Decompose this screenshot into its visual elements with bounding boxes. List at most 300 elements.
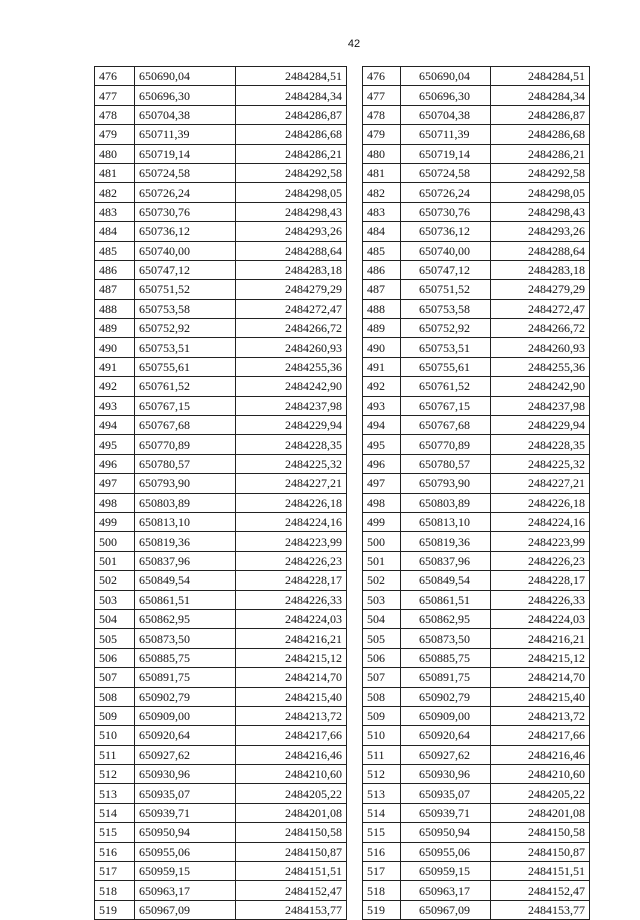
x-coordinate-cell: 650861,51 xyxy=(135,590,236,609)
point-number-cell: 501 xyxy=(95,551,135,570)
x-coordinate-cell: 650752,92 xyxy=(401,319,491,338)
x-coordinate-cell: 650753,58 xyxy=(135,299,236,318)
table-row xyxy=(363,590,590,609)
table-row xyxy=(95,454,347,473)
point-number-cell: 501 xyxy=(363,551,401,570)
y-coordinate-cell: 2484226,23 xyxy=(491,551,590,570)
table-row xyxy=(363,706,590,725)
x-coordinate-cell: 650690,04 xyxy=(401,67,491,86)
y-coordinate-cell: 2484298,05 xyxy=(236,183,347,202)
table-row xyxy=(363,202,590,221)
y-coordinate-cell: 2484224,03 xyxy=(491,609,590,628)
x-coordinate-cell: 650849,54 xyxy=(401,571,491,590)
x-coordinate-cell: 650837,96 xyxy=(401,551,491,570)
point-number-cell: 514 xyxy=(363,803,401,822)
point-number-cell: 483 xyxy=(363,202,401,221)
table-row xyxy=(363,668,590,687)
y-coordinate-cell: 2484215,40 xyxy=(236,687,347,706)
x-coordinate-cell: 650751,52 xyxy=(135,280,236,299)
x-coordinate-cell: 650770,89 xyxy=(135,435,236,454)
x-coordinate-cell: 650967,09 xyxy=(401,900,491,919)
y-coordinate-cell: 2484237,98 xyxy=(236,396,347,415)
table-row xyxy=(95,803,347,822)
point-number-cell: 516 xyxy=(363,842,401,861)
table-row xyxy=(363,319,590,338)
x-coordinate-cell: 650730,76 xyxy=(135,202,236,221)
y-coordinate-cell: 2484152,47 xyxy=(236,881,347,900)
y-coordinate-cell: 2484228,17 xyxy=(491,571,590,590)
table-row xyxy=(363,648,590,667)
y-coordinate-cell: 2484216,46 xyxy=(491,745,590,764)
y-coordinate-cell: 2484224,16 xyxy=(236,512,347,531)
y-coordinate-cell: 2484284,34 xyxy=(236,86,347,105)
table-row xyxy=(363,280,590,299)
y-coordinate-cell: 2484225,32 xyxy=(491,454,590,473)
y-coordinate-cell: 2484217,66 xyxy=(236,726,347,745)
point-number-cell: 481 xyxy=(363,163,401,182)
x-coordinate-cell: 650770,89 xyxy=(401,435,491,454)
x-coordinate-cell: 650813,10 xyxy=(135,512,236,531)
x-coordinate-cell: 650761,52 xyxy=(135,377,236,396)
y-coordinate-cell: 2484283,18 xyxy=(491,260,590,279)
y-coordinate-cell: 2484150,58 xyxy=(236,823,347,842)
y-coordinate-cell: 2484255,36 xyxy=(491,357,590,376)
y-coordinate-cell: 2484214,70 xyxy=(491,668,590,687)
point-number-cell: 508 xyxy=(95,687,135,706)
point-number-cell: 486 xyxy=(95,260,135,279)
table-row xyxy=(363,900,590,919)
y-coordinate-cell: 2484205,22 xyxy=(236,784,347,803)
y-coordinate-cell: 2484298,05 xyxy=(491,183,590,202)
table-row xyxy=(363,512,590,531)
point-number-cell: 487 xyxy=(95,280,135,299)
y-coordinate-cell: 2484293,26 xyxy=(236,222,347,241)
point-number-cell: 503 xyxy=(363,590,401,609)
x-coordinate-cell: 650920,64 xyxy=(135,726,236,745)
page-number: 42 xyxy=(347,38,361,50)
y-coordinate-cell: 2484279,29 xyxy=(491,280,590,299)
x-coordinate-cell: 650955,06 xyxy=(401,842,491,861)
point-number-cell: 498 xyxy=(363,493,401,512)
y-coordinate-cell: 2484226,33 xyxy=(491,590,590,609)
point-number-cell: 481 xyxy=(95,163,135,182)
point-number-cell: 482 xyxy=(95,183,135,202)
y-coordinate-cell: 2484153,77 xyxy=(236,900,347,919)
table-row xyxy=(95,881,347,900)
x-coordinate-cell: 650711,39 xyxy=(135,125,236,144)
table-row xyxy=(363,474,590,493)
x-coordinate-cell: 650885,75 xyxy=(135,648,236,667)
table-row xyxy=(363,551,590,570)
point-number-cell: 515 xyxy=(363,823,401,842)
table-row xyxy=(95,474,347,493)
point-number-cell: 496 xyxy=(95,454,135,473)
table-row xyxy=(95,668,347,687)
table-row xyxy=(363,765,590,784)
y-coordinate-cell: 2484215,12 xyxy=(491,648,590,667)
table-row xyxy=(363,357,590,376)
point-number-cell: 494 xyxy=(363,416,401,435)
table-row xyxy=(95,726,347,745)
point-number-cell: 504 xyxy=(363,609,401,628)
x-coordinate-cell: 650753,51 xyxy=(401,338,491,357)
x-coordinate-cell: 650730,76 xyxy=(401,202,491,221)
table-row xyxy=(95,280,347,299)
table-row xyxy=(95,86,347,105)
point-number-cell: 479 xyxy=(95,125,135,144)
x-coordinate-cell: 650873,50 xyxy=(401,629,491,648)
coordinates-table-right xyxy=(362,66,590,920)
x-coordinate-cell: 650740,00 xyxy=(135,241,236,260)
x-coordinate-cell: 650963,17 xyxy=(135,881,236,900)
x-coordinate-cell: 650751,52 xyxy=(401,280,491,299)
table-row xyxy=(363,803,590,822)
table-row xyxy=(95,144,347,163)
point-number-cell: 509 xyxy=(95,706,135,725)
point-number-cell: 485 xyxy=(363,241,401,260)
table-row xyxy=(95,609,347,628)
table-row xyxy=(95,319,347,338)
table-row xyxy=(363,338,590,357)
point-number-cell: 516 xyxy=(95,842,135,861)
y-coordinate-cell: 2484288,64 xyxy=(491,241,590,260)
y-coordinate-cell: 2484260,93 xyxy=(491,338,590,357)
point-number-cell: 519 xyxy=(363,900,401,919)
table-row xyxy=(95,183,347,202)
x-coordinate-cell: 650793,90 xyxy=(135,474,236,493)
point-number-cell: 497 xyxy=(95,474,135,493)
point-number-cell: 507 xyxy=(95,668,135,687)
point-number-cell: 477 xyxy=(363,86,401,105)
table-row xyxy=(363,609,590,628)
y-coordinate-cell: 2484286,21 xyxy=(236,144,347,163)
y-coordinate-cell: 2484201,08 xyxy=(491,803,590,822)
x-coordinate-cell: 650902,79 xyxy=(135,687,236,706)
table-row xyxy=(363,435,590,454)
y-coordinate-cell: 2484210,60 xyxy=(236,765,347,784)
point-number-cell: 511 xyxy=(95,745,135,764)
table-row xyxy=(95,706,347,725)
table-row xyxy=(363,183,590,202)
point-number-cell: 509 xyxy=(363,706,401,725)
x-coordinate-cell: 650927,62 xyxy=(401,745,491,764)
x-coordinate-cell: 650755,61 xyxy=(135,357,236,376)
x-coordinate-cell: 650719,14 xyxy=(401,144,491,163)
x-coordinate-cell: 650752,92 xyxy=(135,319,236,338)
y-coordinate-cell: 2484228,35 xyxy=(236,435,347,454)
table-row xyxy=(363,842,590,861)
point-number-cell: 506 xyxy=(363,648,401,667)
point-number-cell: 480 xyxy=(95,144,135,163)
point-number-cell: 495 xyxy=(363,435,401,454)
y-coordinate-cell: 2484255,36 xyxy=(236,357,347,376)
x-coordinate-cell: 650736,12 xyxy=(135,222,236,241)
table-row xyxy=(95,357,347,376)
table-row xyxy=(363,144,590,163)
x-coordinate-cell: 650819,36 xyxy=(135,532,236,551)
x-coordinate-cell: 650747,12 xyxy=(401,260,491,279)
table-row xyxy=(363,493,590,512)
y-coordinate-cell: 2484205,22 xyxy=(491,784,590,803)
table-row xyxy=(95,590,347,609)
point-number-cell: 502 xyxy=(363,571,401,590)
x-coordinate-cell: 650930,96 xyxy=(135,765,236,784)
x-coordinate-cell: 650873,50 xyxy=(135,629,236,648)
point-number-cell: 517 xyxy=(363,862,401,881)
x-coordinate-cell: 650920,64 xyxy=(401,726,491,745)
point-number-cell: 496 xyxy=(363,454,401,473)
y-coordinate-cell: 2484292,58 xyxy=(236,163,347,182)
point-number-cell: 492 xyxy=(95,377,135,396)
point-number-cell: 492 xyxy=(363,377,401,396)
y-coordinate-cell: 2484216,21 xyxy=(236,629,347,648)
coordinates-table-left xyxy=(94,66,347,920)
y-coordinate-cell: 2484226,33 xyxy=(236,590,347,609)
x-coordinate-cell: 650767,68 xyxy=(135,416,236,435)
point-number-cell: 477 xyxy=(95,86,135,105)
x-coordinate-cell: 650803,89 xyxy=(401,493,491,512)
point-number-cell: 505 xyxy=(95,629,135,648)
y-coordinate-cell: 2484210,60 xyxy=(491,765,590,784)
x-coordinate-cell: 650704,38 xyxy=(135,105,236,124)
point-number-cell: 479 xyxy=(363,125,401,144)
y-coordinate-cell: 2484229,94 xyxy=(236,416,347,435)
y-coordinate-cell: 2484215,40 xyxy=(491,687,590,706)
x-coordinate-cell: 650761,52 xyxy=(401,377,491,396)
x-coordinate-cell: 650862,95 xyxy=(401,609,491,628)
point-number-cell: 500 xyxy=(363,532,401,551)
table-row xyxy=(95,532,347,551)
y-coordinate-cell: 2484153,77 xyxy=(491,900,590,919)
point-number-cell: 491 xyxy=(95,357,135,376)
x-coordinate-cell: 650724,58 xyxy=(401,163,491,182)
x-coordinate-cell: 650927,62 xyxy=(135,745,236,764)
x-coordinate-cell: 650902,79 xyxy=(401,687,491,706)
table-row xyxy=(95,862,347,881)
table-row xyxy=(95,784,347,803)
table-row xyxy=(363,532,590,551)
y-coordinate-cell: 2484151,51 xyxy=(491,862,590,881)
y-coordinate-cell: 2484224,03 xyxy=(236,609,347,628)
x-coordinate-cell: 650930,96 xyxy=(401,765,491,784)
point-number-cell: 480 xyxy=(363,144,401,163)
table-row xyxy=(363,784,590,803)
table-row xyxy=(95,396,347,415)
y-coordinate-cell: 2484229,94 xyxy=(491,416,590,435)
y-coordinate-cell: 2484286,87 xyxy=(491,105,590,124)
point-number-cell: 518 xyxy=(363,881,401,900)
point-number-cell: 510 xyxy=(363,726,401,745)
point-number-cell: 513 xyxy=(363,784,401,803)
table-row xyxy=(95,241,347,260)
y-coordinate-cell: 2484223,99 xyxy=(236,532,347,551)
y-coordinate-cell: 2484150,87 xyxy=(491,842,590,861)
x-coordinate-cell: 650755,61 xyxy=(401,357,491,376)
table-row xyxy=(95,222,347,241)
table-row xyxy=(95,765,347,784)
x-coordinate-cell: 650862,95 xyxy=(135,609,236,628)
table-row xyxy=(363,299,590,318)
x-coordinate-cell: 650690,04 xyxy=(135,67,236,86)
y-coordinate-cell: 2484283,18 xyxy=(236,260,347,279)
point-number-cell: 505 xyxy=(363,629,401,648)
table-row xyxy=(95,338,347,357)
y-coordinate-cell: 2484213,72 xyxy=(236,706,347,725)
point-number-cell: 512 xyxy=(95,765,135,784)
x-coordinate-cell: 650753,58 xyxy=(401,299,491,318)
x-coordinate-cell: 650736,12 xyxy=(401,222,491,241)
table-row xyxy=(363,726,590,745)
table-row xyxy=(95,493,347,512)
table-row xyxy=(363,377,590,396)
x-coordinate-cell: 650726,24 xyxy=(135,183,236,202)
y-coordinate-cell: 2484279,29 xyxy=(236,280,347,299)
point-number-cell: 515 xyxy=(95,823,135,842)
y-coordinate-cell: 2484215,12 xyxy=(236,648,347,667)
y-coordinate-cell: 2484288,64 xyxy=(236,241,347,260)
point-number-cell: 500 xyxy=(95,532,135,551)
table-row xyxy=(95,687,347,706)
x-coordinate-cell: 650891,75 xyxy=(135,668,236,687)
table-row xyxy=(363,745,590,764)
point-number-cell: 485 xyxy=(95,241,135,260)
point-number-cell: 491 xyxy=(363,357,401,376)
y-coordinate-cell: 2484216,21 xyxy=(491,629,590,648)
point-number-cell: 489 xyxy=(95,319,135,338)
point-number-cell: 497 xyxy=(363,474,401,493)
x-coordinate-cell: 650696,30 xyxy=(401,86,491,105)
point-number-cell: 493 xyxy=(95,396,135,415)
x-coordinate-cell: 650780,57 xyxy=(135,454,236,473)
x-coordinate-cell: 650935,07 xyxy=(401,784,491,803)
y-coordinate-cell: 2484228,17 xyxy=(236,571,347,590)
point-number-cell: 506 xyxy=(95,648,135,667)
y-coordinate-cell: 2484242,90 xyxy=(491,377,590,396)
x-coordinate-cell: 650719,14 xyxy=(135,144,236,163)
point-number-cell: 499 xyxy=(363,512,401,531)
table-row xyxy=(363,396,590,415)
y-coordinate-cell: 2484213,72 xyxy=(491,706,590,725)
y-coordinate-cell: 2484260,93 xyxy=(236,338,347,357)
x-coordinate-cell: 650711,39 xyxy=(401,125,491,144)
y-coordinate-cell: 2484225,32 xyxy=(236,454,347,473)
point-number-cell: 482 xyxy=(363,183,401,202)
x-coordinate-cell: 650767,15 xyxy=(401,396,491,415)
x-coordinate-cell: 650909,00 xyxy=(135,706,236,725)
point-number-cell: 511 xyxy=(363,745,401,764)
point-number-cell: 478 xyxy=(363,105,401,124)
table-row xyxy=(95,823,347,842)
x-coordinate-cell: 650861,51 xyxy=(401,590,491,609)
point-number-cell: 508 xyxy=(363,687,401,706)
y-coordinate-cell: 2484284,34 xyxy=(491,86,590,105)
table-row xyxy=(95,260,347,279)
x-coordinate-cell: 650959,15 xyxy=(401,862,491,881)
table-row xyxy=(363,67,590,86)
y-coordinate-cell: 2484216,46 xyxy=(236,745,347,764)
y-coordinate-cell: 2484272,47 xyxy=(236,299,347,318)
point-number-cell: 507 xyxy=(363,668,401,687)
table-row xyxy=(95,512,347,531)
point-number-cell: 476 xyxy=(95,67,135,86)
x-coordinate-cell: 650767,68 xyxy=(401,416,491,435)
table-row xyxy=(95,571,347,590)
y-coordinate-cell: 2484150,58 xyxy=(491,823,590,842)
y-coordinate-cell: 2484293,26 xyxy=(491,222,590,241)
x-coordinate-cell: 650955,06 xyxy=(135,842,236,861)
table-row xyxy=(363,222,590,241)
x-coordinate-cell: 650963,17 xyxy=(401,881,491,900)
x-coordinate-cell: 650696,30 xyxy=(135,86,236,105)
point-number-cell: 488 xyxy=(95,299,135,318)
y-coordinate-cell: 2484272,47 xyxy=(491,299,590,318)
y-coordinate-cell: 2484298,43 xyxy=(236,202,347,221)
x-coordinate-cell: 650909,00 xyxy=(401,706,491,725)
table-row xyxy=(95,377,347,396)
point-number-cell: 517 xyxy=(95,862,135,881)
y-coordinate-cell: 2484227,21 xyxy=(491,474,590,493)
table-row xyxy=(363,105,590,124)
y-coordinate-cell: 2484152,47 xyxy=(491,881,590,900)
y-coordinate-cell: 2484237,98 xyxy=(491,396,590,415)
point-number-cell: 518 xyxy=(95,881,135,900)
point-number-cell: 503 xyxy=(95,590,135,609)
table-row xyxy=(363,881,590,900)
point-number-cell: 488 xyxy=(363,299,401,318)
point-number-cell: 478 xyxy=(95,105,135,124)
y-coordinate-cell: 2484226,23 xyxy=(236,551,347,570)
table-row xyxy=(95,105,347,124)
table-row xyxy=(363,687,590,706)
point-number-cell: 490 xyxy=(363,338,401,357)
y-coordinate-cell: 2484150,87 xyxy=(236,842,347,861)
table-row xyxy=(95,629,347,648)
point-number-cell: 513 xyxy=(95,784,135,803)
y-coordinate-cell: 2484286,21 xyxy=(491,144,590,163)
table-row xyxy=(363,241,590,260)
table-row xyxy=(95,163,347,182)
x-coordinate-cell: 650950,94 xyxy=(135,823,236,842)
point-number-cell: 498 xyxy=(95,493,135,512)
x-coordinate-cell: 650726,24 xyxy=(401,183,491,202)
point-number-cell: 502 xyxy=(95,571,135,590)
x-coordinate-cell: 650967,09 xyxy=(135,900,236,919)
x-coordinate-cell: 650724,58 xyxy=(135,163,236,182)
x-coordinate-cell: 650704,38 xyxy=(401,105,491,124)
x-coordinate-cell: 650849,54 xyxy=(135,571,236,590)
table-row xyxy=(363,862,590,881)
x-coordinate-cell: 650939,71 xyxy=(135,803,236,822)
table-row xyxy=(95,648,347,667)
table-row xyxy=(363,260,590,279)
y-coordinate-cell: 2484217,66 xyxy=(491,726,590,745)
y-coordinate-cell: 2484286,68 xyxy=(491,125,590,144)
point-number-cell: 499 xyxy=(95,512,135,531)
table-row xyxy=(95,299,347,318)
y-coordinate-cell: 2484201,08 xyxy=(236,803,347,822)
table-row xyxy=(363,629,590,648)
y-coordinate-cell: 2484298,43 xyxy=(491,202,590,221)
table-row xyxy=(95,416,347,435)
y-coordinate-cell: 2484151,51 xyxy=(236,862,347,881)
y-coordinate-cell: 2484286,87 xyxy=(236,105,347,124)
y-coordinate-cell: 2484286,68 xyxy=(236,125,347,144)
x-coordinate-cell: 650803,89 xyxy=(135,493,236,512)
point-number-cell: 495 xyxy=(95,435,135,454)
x-coordinate-cell: 650753,51 xyxy=(135,338,236,357)
point-number-cell: 519 xyxy=(95,900,135,919)
table-row xyxy=(95,842,347,861)
